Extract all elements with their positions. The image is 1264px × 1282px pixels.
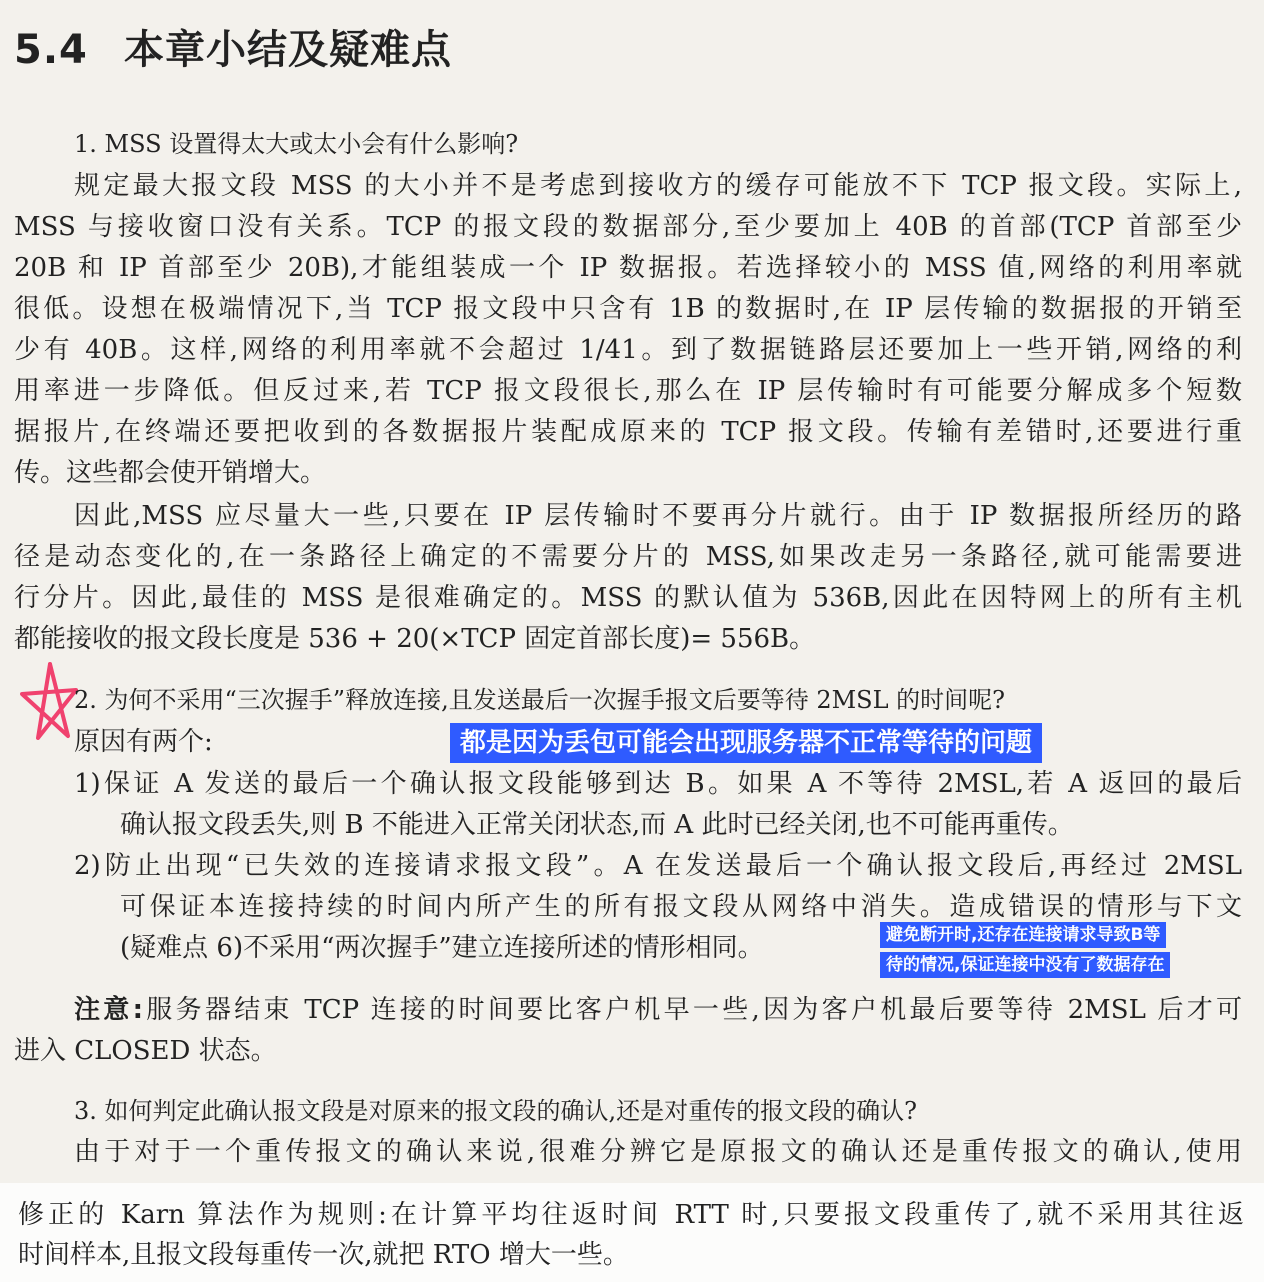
- q2-reason2-line-3: (疑难点 6)不采用“两次握手”建立连接所述的情形相同。: [120, 933, 764, 963]
- question-1: 1. MSS 设置得太大或太小会有什么影响?: [74, 130, 519, 158]
- q1-p1-line-5: 少有 40B。这样,网络的利用率就不会超过 1/41。到了数据链路层还要加上一些开销,网络的利: [14, 335, 1242, 365]
- q2-note-line-2: 进入 CLOSED 状态。: [14, 1036, 277, 1066]
- q2-reason2-line-1: 2)防止出现“已失效的连接请求报文段”。A 在发送最后一个确认报文段后,再经过 2MSL: [74, 851, 1242, 881]
- note-text: 服务器结束 TCP 连接的时间要比客户机早一些,因为客户机最后要等待 2MSL 后才可: [143, 995, 1242, 1025]
- question-3: 3. 如何判定此确认报文段是对原来的报文段的确认,还是对重传的报文段的确认?: [74, 1097, 918, 1125]
- question-2: 2. 为何不采用“三次握手”释放连接,且发送最后一次握手报文后要等待 2MSL 的时间呢?: [74, 686, 1006, 714]
- q1-p1-line-8: 传。这些都会使开销增大。: [14, 458, 327, 488]
- q1-p1-line-1: 规定最大报文段 MSS 的大小并不是考虑到接收方的缓存可能放不下 TCP 报文段。实际上,: [74, 171, 1242, 201]
- bottom-strip: [0, 1183, 1264, 1282]
- q2-reason1-line-2: 确认报文段丢失,则 B 不能进入正常关闭状态,而 A 此时已经关闭,也不可能再重传。: [120, 810, 1074, 840]
- q1-p1-line-6: 用率进一步降低。但反过来,若 TCP 报文段很长,那么在 IP 层传输时有可能要分解成多个短数: [14, 376, 1242, 406]
- q3-p1-line-3: 时间样本,且报文段每重传一次,就把 RTO 增大一些。: [18, 1240, 629, 1270]
- q1-p1-line-4: 很低。设想在极端情况下,当 TCP 报文段中只含有 1B 的数据时,在 IP 层传输的数据报的开销至: [14, 294, 1242, 324]
- q1-p2-line-3: 行分片。因此,最佳的 MSS 是很难确定的。MSS 的默认值为 536B,因此在因特网上的所有主机: [14, 583, 1242, 613]
- section-number: 5.4: [14, 27, 88, 73]
- q2-reason1-line-1: 1)保证 A 发送的最后一个确认报文段能够到达 B。如果 A 不等待 2MSL,若 A 返回的最后: [74, 769, 1242, 799]
- q3-p1-line-2: 修正的 Karn 算法作为规则:在计算平均往返时间 RTT 时,只要报文段重传了,就不采用其往返: [18, 1200, 1244, 1230]
- annotation-note-line-1: 避免断开时,还存在连接请求导致B等: [880, 922, 1166, 948]
- section-title: 本章小结及疑难点: [124, 27, 452, 73]
- q1-p1-line-7: 据报片,在终端还要把收到的各数据报片装配成原来的 TCP 报文段。传输有差错时,还要进行重: [14, 417, 1242, 447]
- note-label: 注意:: [74, 995, 143, 1025]
- q1-p1-line-3: 20B 和 IP 首部至少 20B),才能组装成一个 IP 数据报。若选择较小的 MSS 值,网络的利用率就: [14, 253, 1242, 283]
- q3-p1-line-1: 由于对于一个重传报文的确认来说,很难分辨它是原报文的确认还是重传报文的确认,使用: [74, 1137, 1242, 1167]
- q1-p2-line-2: 径是动态变化的,在一条路径上确定的不需要分片的 MSS,如果改走另一条路径,就可能需要进: [14, 542, 1242, 572]
- annotation-highlight: 都是因为丢包可能会出现服务器不正常等待的问题: [450, 723, 1042, 763]
- section-heading: [14, 18, 452, 75]
- q1-p2-line-4: 都能接收的报文段长度是 536 + 20(×TCP 固定首部长度)= 556B。: [14, 624, 816, 654]
- q1-p2-line-1: 因此,MSS 应尽量大一些,只要在 IP 层传输时不要再分片就行。由于 IP 数据报所经历的路: [74, 501, 1242, 531]
- q1-p1-line-2: MSS 与接收窗口没有关系。TCP 的报文段的数据部分,至少要加上 40B 的首部(TCP 首部至少: [14, 212, 1242, 242]
- q2-reason2-line-2: 可保证本连接持续的时间内所产生的所有报文段从网络中消失。造成错误的情形与下文: [120, 892, 1242, 922]
- q2-note-line-1: [74, 990, 1242, 1030]
- handwritten-star-icon: [18, 660, 80, 744]
- q2-intro: 原因有两个:: [74, 727, 213, 757]
- annotation-note-line-2: 待的情况,保证连接中没有了数据存在: [880, 952, 1170, 978]
